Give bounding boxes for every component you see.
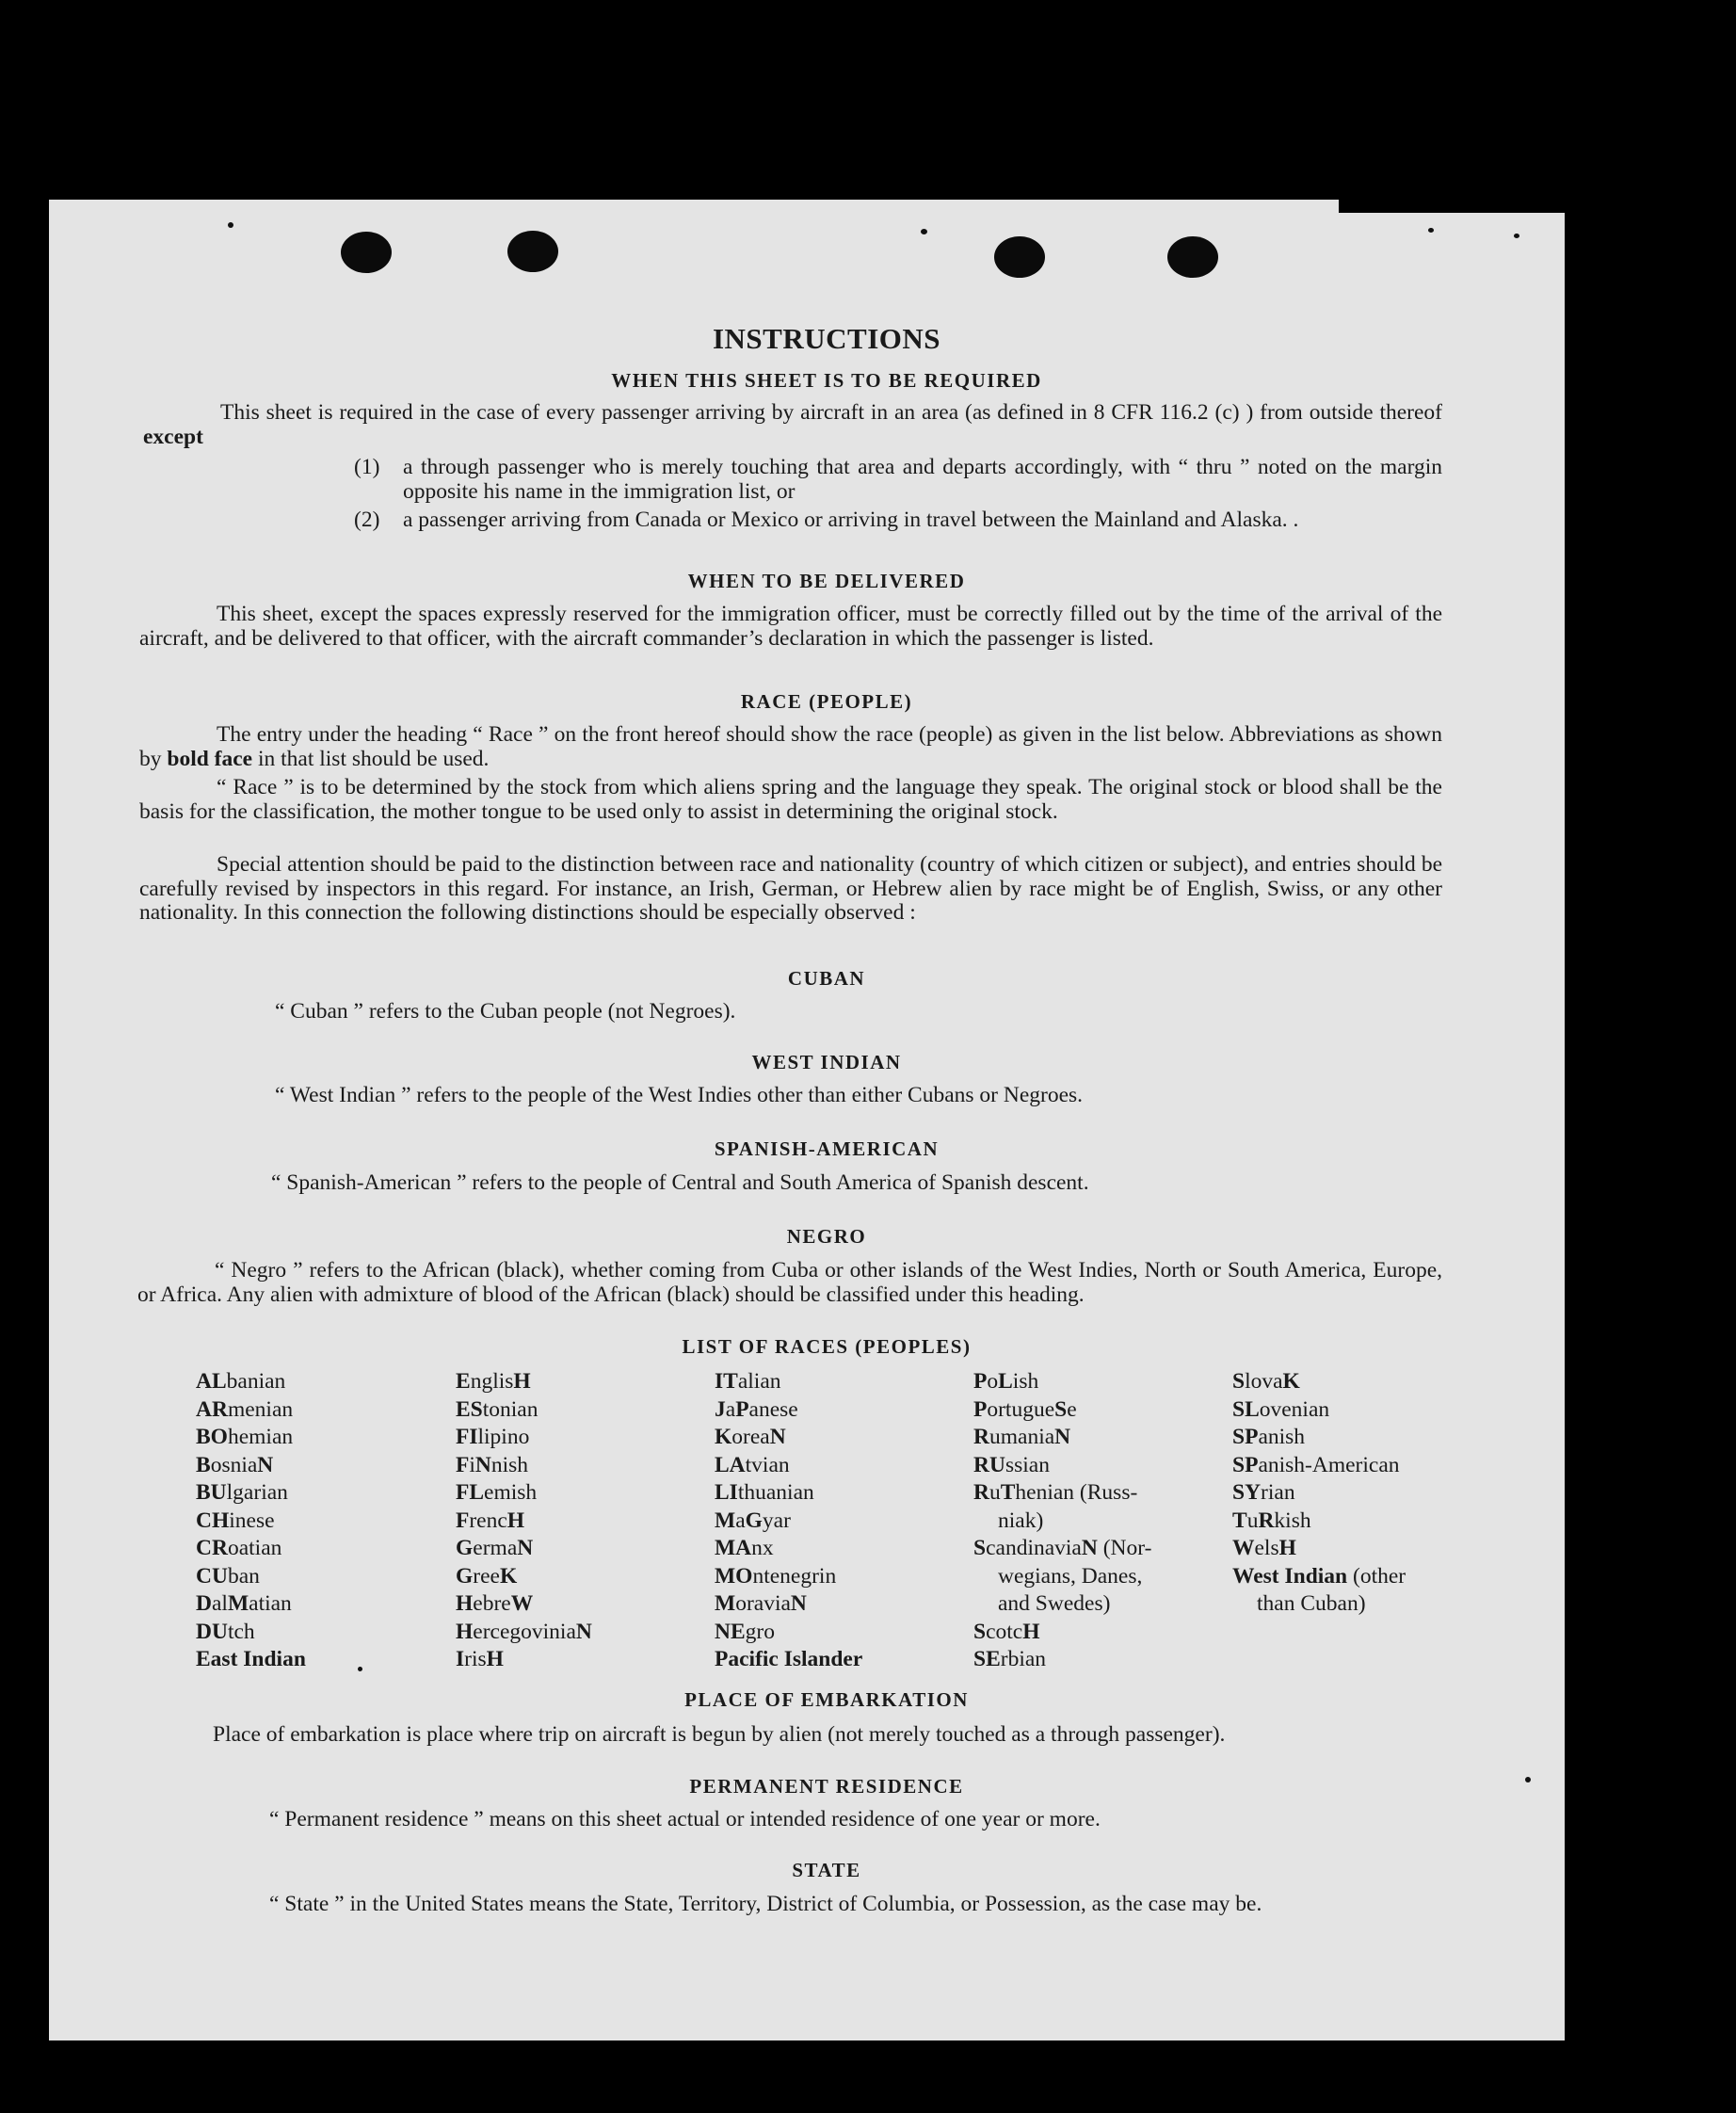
when-delivered-text	[139, 603, 1442, 651]
negro-text	[137, 1259, 1442, 1307]
punch-hole	[507, 231, 558, 272]
race-entry: JaPanese	[715, 1396, 798, 1422]
race-entry: HebreW	[456, 1591, 534, 1616]
race-entry: NEgro	[715, 1619, 775, 1644]
heading-permanent-residence: PERMANENT RESIDENCE	[689, 1775, 964, 1798]
race-entry: wegians, Danes,	[998, 1563, 1143, 1589]
when-delivered-body: This sheet, except the spaces expressly reserved for the immigration officer, must be correctly filled out by the time of the arrival of the aircraft, and be delivered to that officer, with the aircraft commander’s declaration in which the passenger is listed.	[139, 602, 1442, 651]
speck	[358, 1667, 362, 1671]
speck	[1525, 1777, 1531, 1782]
race-entry: GermaN	[456, 1536, 534, 1560]
race-entry: CHinese	[196, 1508, 275, 1533]
race-p2-text: “ Race ” is to be determined by the stock from which aliens spring and the language they speak. The original stock or blood shall be the basis for the classification, the mother tongue to be used only to assist in determining the original stock.	[139, 775, 1442, 824]
race-entry: FrencH	[456, 1508, 525, 1533]
race-column	[715, 1368, 862, 1674]
exception-number: (2)	[354, 508, 380, 532]
state-body: “ State ” in the United States means the State, Territory, District of Columbia, or Possession, as the case may be.	[269, 1892, 1262, 1916]
race-entry: LAtvian	[715, 1452, 790, 1477]
race-column	[456, 1368, 592, 1674]
race-entry: ITalian	[715, 1369, 781, 1394]
race-entry: DalMatian	[196, 1591, 292, 1616]
spanish-american-body: “ Spanish-American ” refers to the people of Central and South America of Spanish descent.	[271, 1170, 1089, 1195]
cuban-body: “ Cuban ” refers to the Cuban people (not Negroes).	[275, 999, 736, 1024]
race-entry: niak)	[998, 1508, 1044, 1533]
heading-spanish-american: SPANISH-AMERICAN	[714, 1137, 940, 1160]
heading-race: RACE (PEOPLE)	[740, 690, 913, 713]
race-entry: than Cuban)	[1257, 1591, 1366, 1616]
when-required-intro-text: This sheet is required in the case of every passenger arriving by aircraft in an area (as defined in 8 CFR 116.2 (c) ) from outside thereof	[220, 400, 1442, 425]
when-required-intro	[143, 401, 1442, 449]
race-column	[1232, 1368, 1406, 1619]
heading-cuban: CUBAN	[787, 967, 866, 990]
heading-state: STATE	[792, 1859, 861, 1881]
exception-text: a through passenger who is merely touching that area and departs accordingly, with “ thru ” noted on the margin opposite his name in the immigration list, or	[403, 455, 1442, 504]
race-entry: TuRkish	[1232, 1508, 1311, 1533]
exception-text: a passenger arriving from Canada or Mexico or arriving in travel between the Mainland and Alaska. .	[403, 508, 1299, 532]
exception-number: (1)	[354, 455, 380, 479]
race-entry: MOntenegrin	[715, 1563, 837, 1589]
cuban-text	[143, 1000, 1442, 1024]
punch-hole	[341, 232, 392, 273]
race-paragraph-2	[139, 776, 1442, 824]
race-entry: HercegoviniaN	[456, 1619, 592, 1644]
race-column	[973, 1368, 1151, 1674]
spanish-american-text	[143, 1171, 1442, 1196]
page-edge-notch	[1339, 200, 1565, 213]
when-required-except: except	[143, 424, 203, 449]
race-paragraph-1	[139, 723, 1442, 771]
race-entry: BUlgarian	[196, 1480, 288, 1505]
race-entry: CUban	[196, 1563, 260, 1589]
race-entry: LIthuanian	[715, 1480, 814, 1505]
race-entry: ALbanian	[196, 1369, 286, 1394]
negro-body: “ Negro ” refers to the African (black), whether coming from Cuba or other islands of the West Indies, North or South America, Europe, or Africa. Any alien with admixture of blood of the African (black) should be classified under this heading.	[137, 1258, 1442, 1307]
page-title: INSTRUCTIONS	[712, 322, 940, 355]
race-bold-face: bold face	[167, 746, 253, 771]
race-entry: MAnx	[715, 1536, 774, 1560]
race-p1-text: The entry under the heading “ Race ” on the front hereof should show the race (people) as given in the list below. Abbreviations as shown by	[139, 722, 1442, 771]
state-text	[137, 1893, 1437, 1917]
race-entry: PortugueSe	[973, 1396, 1077, 1422]
race-entry: SPanish	[1232, 1425, 1306, 1449]
race-entry: ScotcH	[973, 1619, 1040, 1644]
heading-west-indian: WEST INDIAN	[751, 1051, 902, 1073]
race-entry: SErbian	[973, 1647, 1047, 1671]
speck	[1428, 228, 1434, 233]
speck	[921, 229, 927, 234]
race-entry: DUtch	[196, 1619, 255, 1644]
race-entry: GreeK	[456, 1563, 518, 1589]
residence-text	[143, 1808, 1442, 1832]
race-entry: EnglisH	[456, 1369, 531, 1394]
race-paragraph-3	[139, 853, 1442, 926]
speck	[228, 222, 233, 228]
race-entry: FIlipino	[456, 1425, 530, 1449]
race-entry: FLemish	[456, 1480, 538, 1505]
heading-when-required: WHEN THIS SHEET IS TO BE REQUIRED	[611, 369, 1042, 392]
embarkation-text	[137, 1723, 1437, 1748]
race-entry: SPanish-American	[1232, 1452, 1400, 1477]
race-entry: PoLish	[973, 1369, 1039, 1394]
race-entry: RuThenian (Russ-	[973, 1480, 1138, 1505]
race-entry: RUssian	[973, 1452, 1050, 1477]
embarkation-body: Place of embarkation is place where trip on aircraft is begun by alien (not merely touched as a through passenger).	[213, 1722, 1226, 1747]
race-entry: Pacific Islander	[715, 1647, 863, 1671]
heading-when-delivered: WHEN TO BE DELIVERED	[687, 570, 966, 592]
heading-negro: NEGRO	[786, 1225, 867, 1248]
punch-hole	[994, 236, 1045, 278]
heading-list-of-races: LIST OF RACES (PEOPLES)	[682, 1335, 972, 1358]
west-indian-text	[143, 1084, 1442, 1108]
race-entry: CRoatian	[196, 1536, 282, 1560]
race-p3-text: Special attention should be paid to the distinction between race and nationality (country of which citizen or subject), and entries should be carefully revised by inspectors in this regard. For instance, an Irish, German, or Hebrew alien by race might be of English, Swiss, or any other nationality. In this connection the following distinctions should be especially observed :	[139, 852, 1442, 925]
race-entry: West Indian (other	[1232, 1563, 1406, 1589]
race-entry: FiNnish	[456, 1452, 529, 1477]
race-entry: IrisH	[456, 1647, 504, 1671]
race-entry: BOhemian	[196, 1425, 294, 1449]
race-entry: MaGyar	[715, 1508, 791, 1533]
race-entry: ARmenian	[196, 1396, 294, 1422]
race-entry: SLovenian	[1232, 1396, 1330, 1422]
race-entry: SlovaK	[1232, 1369, 1300, 1394]
race-entry: MoraviaN	[715, 1591, 807, 1616]
race-entry: and Swedes)	[998, 1591, 1111, 1616]
race-entry: SYrian	[1232, 1480, 1295, 1505]
heading-embarkation: PLACE OF EMBARKATION	[684, 1688, 969, 1711]
race-entry: ScandinaviaN (Nor-	[973, 1536, 1152, 1560]
race-entry: KoreaN	[715, 1425, 786, 1449]
race-entry: BosniaN	[196, 1452, 274, 1477]
residence-body: “ Permanent residence ” means on this sheet actual or intended residence of one year or more.	[269, 1807, 1101, 1831]
race-entry: EStonian	[456, 1396, 538, 1422]
race-column	[196, 1368, 306, 1674]
race-entry: RumaniaN	[973, 1425, 1071, 1449]
west-indian-body: “ West Indian ” refers to the people of the West Indies other than either Cubans or Negroes.	[275, 1083, 1084, 1107]
punch-hole	[1167, 236, 1218, 278]
race-p1-end: in that list should be used.	[257, 746, 490, 771]
race-entry: WelsH	[1232, 1536, 1296, 1560]
speck	[1514, 234, 1519, 238]
race-entry: East Indian	[196, 1647, 306, 1671]
